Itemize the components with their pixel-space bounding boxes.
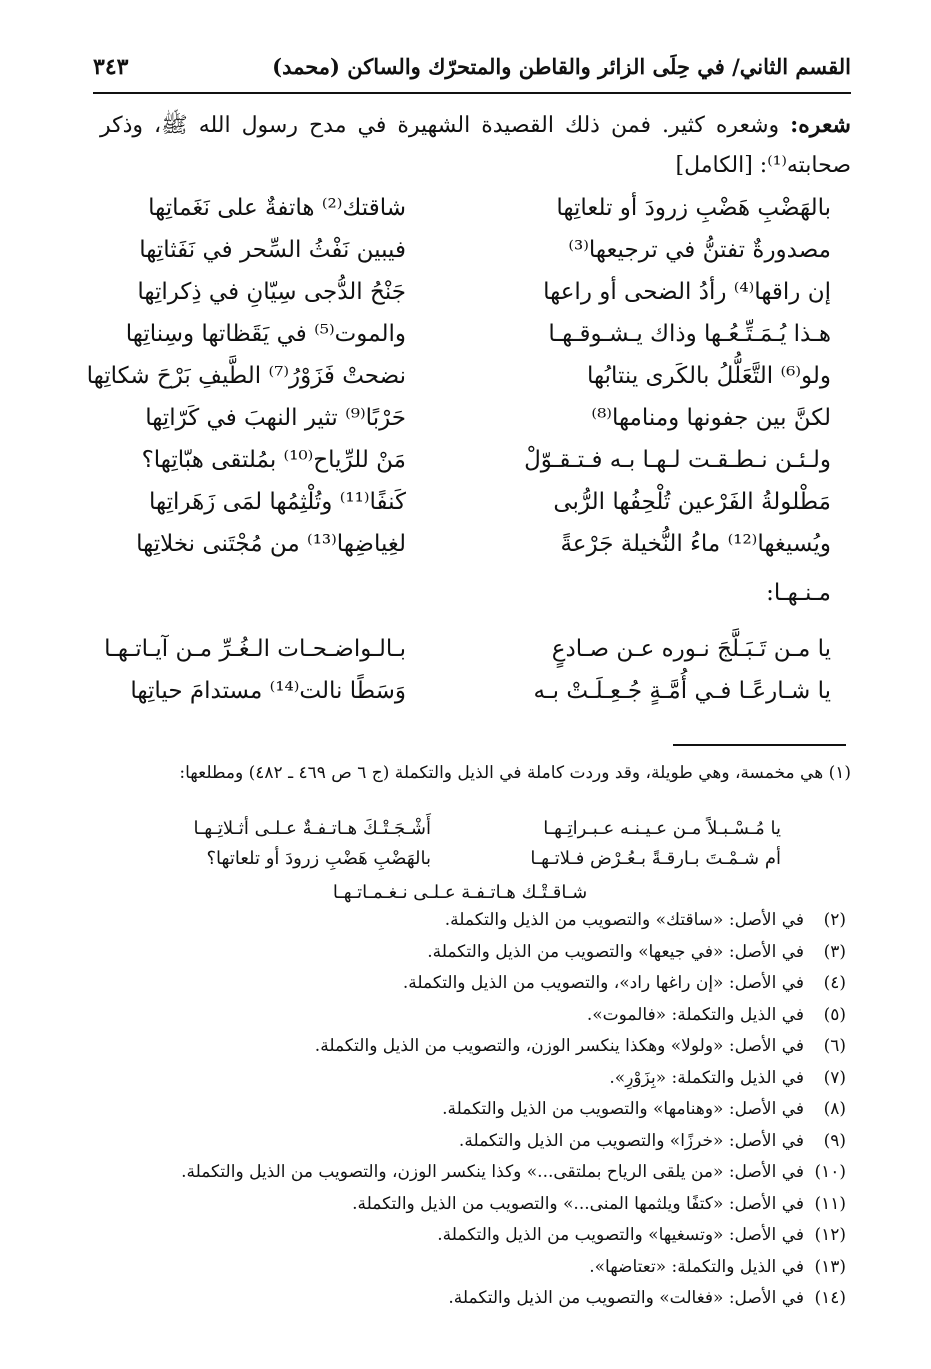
footnote — [95, 1162, 846, 1182]
verse-line — [100, 636, 851, 678]
footnote-separator — [673, 744, 846, 746]
footnote — [95, 1005, 846, 1025]
page-number: ٣٤٣ — [93, 54, 129, 80]
footnote-text: في الذيل والتكملة: «تعتاضها». — [589, 1256, 804, 1277]
footnote — [95, 942, 846, 962]
footnote-text: في الأصل: «من يلقى الرياح بملتقى...» وكذا ينكسر الوزن، والتصويب من الذيل والتكملة. — [181, 1162, 804, 1182]
verse-line — [100, 237, 851, 279]
footnote — [95, 1288, 846, 1308]
verse-first-hemistich: إن راقها⁽⁴⁾ رأدُ الضحى أو راعها — [543, 279, 831, 305]
footnote-center-verse: شـاقـتْـك هـاتـفـة عـلـى نـغـمـاتـهـا — [332, 882, 588, 903]
footnote-text: في الأصل: «وتسغيها» والتصويب من الذيل والتكملة. — [437, 1225, 804, 1245]
footnote-number: (١٢) — [814, 1225, 846, 1245]
verse-first-hemistich: يا مـن تَـبَـلَّجَ نـوره عـن صـادعٍ — [551, 636, 831, 662]
footnote — [95, 910, 846, 930]
verse-first-hemistich: ويُسيغها⁽¹²⁾ ماءُ النُّخيلة جَرْعةً — [560, 531, 831, 557]
verse-line — [100, 405, 851, 447]
footnote-text: في الذيل والتكملة: «فالموت». — [586, 1004, 804, 1025]
footnote-text: في الأصل: «خرزًا» والتصويب من الذيل والتكملة. — [458, 1130, 804, 1151]
footnote-number: (٥) — [823, 1004, 846, 1025]
footnote-text: في الأصل: «إن راغها راد»، والتصويب من الذيل والتكملة. — [402, 973, 804, 993]
footnote-number: (١١) — [814, 1193, 846, 1214]
running-header — [93, 48, 851, 94]
verse-second-hemistich: وَسَطًا نالت⁽¹⁴⁾ مستدامَ حياتِها — [130, 678, 406, 704]
intro-lead: شعره: — [790, 112, 851, 138]
footnote-text: في الذيل والتكملة: «بِزَوْرِ». — [609, 1067, 804, 1088]
verse-line — [100, 531, 851, 573]
verse-second-hemistich: شاقتك⁽²⁾ هاتفةٌ على نَغَماتِها — [148, 195, 406, 221]
verse-line — [100, 447, 851, 489]
verse-line — [100, 848, 851, 876]
verse-first-hemistich: لكنَّ بين جفونها ومنامها⁽⁸⁾ — [591, 405, 831, 431]
verse-first-hemistich: مصدورةٌ تفتنُّ في ترجيعها⁽³⁾ — [568, 237, 831, 263]
sub-label: مـنـهـا: — [766, 580, 831, 606]
verse-second-hemistich: بالهَضْبِ هَضْبِ زرودَ أو تلعاتها؟ — [206, 848, 431, 869]
footnote-text: في الأصل: «وهنامها» والتصويب من الذيل والتكملة. — [442, 1099, 804, 1119]
verse-line — [86, 363, 851, 405]
footnote-number: (٧) — [823, 1067, 846, 1088]
verse-line — [100, 678, 851, 720]
footnote-number: (١٤) — [814, 1288, 846, 1308]
footnote — [95, 1194, 846, 1214]
footnote-number: (٩) — [823, 1130, 846, 1151]
footnote-number: (١٠) — [814, 1162, 846, 1182]
verse-second-hemistich: مَنْ للرِّياح⁽¹⁰⁾ بمُلتقى هبّاتِها؟ — [141, 447, 406, 473]
verse-first-hemistich: مَطْلولةُ الفَرْعين تُلْحِفُها الرُّبى — [553, 489, 831, 515]
footnote-text: في الأصل: «ساقتك» والتصويب من الذيل والتكملة. — [444, 910, 804, 930]
verse-second-hemistich: لغِياضِها⁽¹³⁾ من مُجْتَنى نخلاتِها — [136, 531, 406, 557]
verse-second-hemistich: أَشْـجَـتْـكَ هـاتـفـةٌ عـلـى أثـلاتِـهـا — [193, 818, 431, 839]
footnote-number: (٦) — [823, 1036, 846, 1056]
footnote-text: في الأصل: «ولولا» وهكذا ينكسر الوزن، والتصويب من الذيل والتكملة. — [314, 1036, 804, 1056]
intro-paragraph — [100, 105, 851, 186]
verse-second-hemistich: جَنْحُ الدُّجى سِيّانِ في ذِكراتِها — [137, 279, 406, 305]
footnote — [95, 1068, 846, 1088]
verse-first-hemistich: ولـئـن نـطـقـت لـهـا بـه فـتـقـوّلْ — [524, 447, 831, 473]
verse-line — [100, 321, 851, 363]
verse-line — [100, 489, 851, 531]
footnote-number: (٣) — [823, 941, 846, 962]
footnote-text: في الأصل: «كتفًا ويلثمها المنى...» والتصويب من الذيل والتكملة. — [352, 1193, 804, 1214]
verse-first-hemistich: هـذا يُـمَـتِّـعُـها وذاك يـشـوقـهـا — [548, 321, 831, 347]
footnote — [95, 1099, 846, 1119]
footnote-number: (٢) — [823, 910, 846, 930]
footnote — [95, 1257, 846, 1277]
verse-line — [100, 195, 851, 237]
footnote-text: في الأصل: «في جيعها» والتصويب من الذيل والتكملة. — [427, 941, 804, 962]
verse-second-hemistich: كَنفًا⁽¹¹⁾ وتُلْثِمُها لمَى زَهَراتِها — [149, 489, 406, 515]
verse-first-hemistich: أم شـمْـتَ بـارقـةً بـعُـرْض فـلاتـهـا — [530, 848, 781, 869]
footnote — [95, 1225, 846, 1245]
footnote-text: هي مخمسة، وهي طويلة، وقد وردت كاملة في الذيل والتكملة (ج ٦ ص ٤٦٩ ـ ٤٨٢) ومطلعها: — [179, 763, 824, 783]
verse-line — [100, 279, 851, 321]
footnote-1 — [100, 760, 851, 786]
footnote-number: (٨) — [823, 1099, 846, 1119]
running-header-title: القسم الثاني/ في حِلَى الزائر والقاطن والمتحرّك والساكن (محمد) — [272, 54, 851, 79]
verse-first-hemistich: بالهَضْبِ هَضْبِ زرودَ أو تلعاتِها — [556, 195, 831, 221]
verse-second-hemistich: والموت⁽⁵⁾ في يَقَظاتها وسِناتِها — [125, 321, 406, 347]
verse-first-hemistich: يا شـارعًـا فـي أُمَّـةٍ جُـعِـلَـتْ بـه — [533, 678, 831, 704]
verse-first-hemistich: يا مُـسْـبـلاً مـن عـيـنـه عـبـراتِـهـا — [543, 818, 781, 839]
footnote-number: (١) — [828, 763, 851, 783]
verse-second-hemistich: نضحتْ فَزَوْرُ⁽⁷⁾ الطَّيفِ بَرْحَ شكاتِها — [86, 363, 406, 389]
intro-text: وشعره كثير. فمن ذلك القصيدة الشهيرة في مدح رسول الله ﷺ، وذكر صحابته⁽¹⁾: [الكامل] — [100, 113, 851, 178]
verse-second-hemistich: فيبين نَفْثُ السِّحر في نَفَثاتِها — [139, 237, 406, 263]
footnote — [95, 1131, 846, 1151]
footnote-number: (٤) — [823, 973, 846, 993]
verse-second-hemistich: بـالـواضـحـات الـغُـرِّ مـن آيـاتـهـا — [104, 636, 406, 662]
verse-first-hemistich: ولو⁽⁶⁾ التَّعَلُّلُ بالكَرى ينتابُها — [586, 363, 831, 389]
footnote — [95, 1036, 846, 1056]
footnote-number: (١٣) — [814, 1256, 846, 1277]
verse-line — [100, 818, 851, 846]
verse-second-hemistich: حَرْبًا⁽⁹⁾ تثير النهبَ في كَرّاتِها — [145, 405, 406, 431]
footnote-text: في الأصل: «فغالت» والتصويب من الذيل والتكملة. — [448, 1288, 804, 1308]
footnote — [95, 973, 846, 993]
